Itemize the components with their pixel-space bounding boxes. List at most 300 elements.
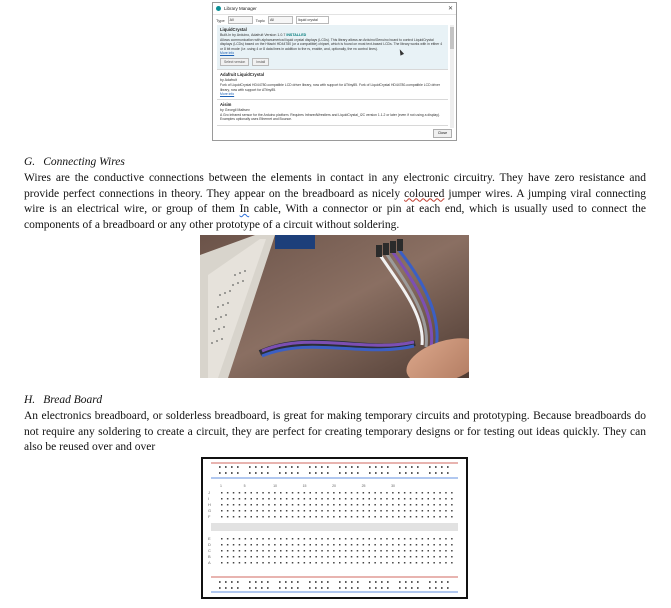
- terminal-hole: [404, 562, 406, 564]
- terminal-hole: [268, 556, 270, 558]
- terminal-hole: [428, 556, 430, 558]
- terminal-hole: [433, 492, 435, 494]
- terminal-hole: [327, 504, 329, 506]
- terminal-hole: [351, 544, 353, 546]
- terminal-hole: [451, 538, 453, 540]
- rail-hole: [249, 466, 251, 468]
- terminal-hole: [363, 538, 365, 540]
- terminal-hole: [439, 544, 441, 546]
- topic-label: Topic: [255, 17, 266, 23]
- rail-hole: [327, 587, 329, 589]
- terminal-hole: [422, 516, 424, 518]
- terminal-hole: [410, 556, 412, 558]
- terminal-hole: [310, 516, 312, 518]
- terminal-hole: [380, 556, 382, 558]
- row-letter: E: [208, 536, 211, 541]
- rail-hole: [279, 581, 281, 583]
- terminal-hole: [298, 556, 300, 558]
- rail-hole: [267, 466, 269, 468]
- close-icon[interactable]: ✕: [447, 6, 453, 12]
- terminal-hole: [398, 544, 400, 546]
- library-name: Adafruit LiquidCrystal: [220, 72, 264, 78]
- column-number: 1: [220, 484, 222, 488]
- list-item[interactable]: [217, 100, 448, 126]
- rail-hole: [375, 587, 377, 589]
- terminal-hole: [315, 498, 317, 500]
- terminal-hole: [310, 556, 312, 558]
- terminal-hole: [239, 550, 241, 552]
- terminal-hole: [268, 562, 270, 564]
- terminal-hole: [256, 498, 258, 500]
- terminal-hole: [369, 492, 371, 494]
- terminal-hole: [386, 498, 388, 500]
- jumper-wires-photo: [200, 235, 469, 378]
- row-letter: F: [208, 514, 211, 519]
- terminal-hole: [439, 504, 441, 506]
- install-button[interactable]: Install: [252, 58, 269, 66]
- terminal-hole: [315, 550, 317, 552]
- column-number: 15: [302, 484, 307, 488]
- rail-hole: [339, 466, 341, 468]
- terminal-hole: [286, 562, 288, 564]
- list-scrollbar[interactable]: [450, 25, 454, 128]
- terminal-hole: [428, 550, 430, 552]
- terminal-hole: [239, 498, 241, 500]
- terminal-hole: [445, 556, 447, 558]
- terminal-hole: [345, 516, 347, 518]
- rail-hole: [345, 581, 347, 583]
- terminal-hole: [428, 498, 430, 500]
- terminal-hole: [310, 538, 312, 540]
- terminal-hole: [233, 562, 235, 564]
- terminal-hole: [386, 538, 388, 540]
- terminal-hole: [333, 492, 335, 494]
- terminal-hole: [374, 556, 376, 558]
- terminal-hole: [310, 550, 312, 552]
- terminal-hole: [245, 510, 247, 512]
- rail-hole: [327, 581, 329, 583]
- terminal-hole: [321, 544, 323, 546]
- rail-hole: [405, 587, 407, 589]
- rail-hole: [285, 587, 287, 589]
- rail-hole: [231, 472, 233, 474]
- terminal-hole: [327, 538, 329, 540]
- rail-hole: [291, 466, 293, 468]
- terminal-hole: [398, 492, 400, 494]
- terminal-hole: [315, 510, 317, 512]
- terminal-hole: [256, 516, 258, 518]
- terminal-hole: [422, 498, 424, 500]
- list-item[interactable]: [217, 25, 448, 70]
- terminal-hole: [256, 556, 258, 558]
- rail-hole: [387, 581, 389, 583]
- terminal-hole: [439, 510, 441, 512]
- terminal-hole: [451, 492, 453, 494]
- terminal-hole: [386, 516, 388, 518]
- terminal-hole: [256, 544, 258, 546]
- terminal-hole: [227, 504, 229, 506]
- rail-hole: [399, 581, 401, 583]
- terminal-hole: [333, 544, 335, 546]
- rail-hole: [345, 472, 347, 474]
- center-channel: [211, 523, 458, 531]
- terminal-hole: [256, 538, 258, 540]
- terminal-hole: [357, 562, 359, 564]
- rail-hole: [429, 581, 431, 583]
- terminal-hole: [380, 498, 382, 500]
- terminal-hole: [433, 510, 435, 512]
- terminal-hole: [345, 510, 347, 512]
- terminal-hole: [262, 498, 264, 500]
- terminal-hole: [422, 492, 424, 494]
- more-info-link[interactable]: More info: [220, 92, 235, 97]
- terminal-hole: [221, 510, 223, 512]
- terminal-hole: [363, 510, 365, 512]
- terminal-hole: [392, 516, 394, 518]
- terminal-hole: [351, 504, 353, 506]
- terminal-hole: [315, 562, 317, 564]
- library-author: by Georgii Maltsev: [220, 108, 250, 113]
- terminal-hole: [339, 516, 341, 518]
- terminal-hole: [304, 516, 306, 518]
- rail-hole: [411, 472, 413, 474]
- rail-hole: [411, 466, 413, 468]
- terminal-hole: [410, 492, 412, 494]
- terminal-hole: [286, 510, 288, 512]
- terminal-hole: [239, 544, 241, 546]
- terminal-hole: [321, 550, 323, 552]
- rail-hole: [285, 466, 287, 468]
- terminal-hole: [292, 498, 294, 500]
- terminal-hole: [386, 550, 388, 552]
- terminal-hole: [345, 556, 347, 558]
- rail-hole: [237, 587, 239, 589]
- terminal-hole: [380, 492, 382, 494]
- terminal-hole: [445, 492, 447, 494]
- terminal-hole: [221, 556, 223, 558]
- terminal-hole: [298, 550, 300, 552]
- terminal-hole: [439, 562, 441, 564]
- terminal-hole: [369, 538, 371, 540]
- terminal-hole: [451, 498, 453, 500]
- library-author: Built-In by Arduino, Adafruit Version 1.0.7 INSTALLED: [220, 33, 307, 37]
- terminal-hole: [451, 556, 453, 558]
- terminal-hole: [286, 504, 288, 506]
- terminal-hole: [333, 498, 335, 500]
- terminal-hole: [221, 544, 223, 546]
- rail-hole: [399, 587, 401, 589]
- topic-select[interactable]: All: [268, 16, 293, 24]
- terminal-hole: [286, 538, 288, 540]
- terminal-hole: [398, 562, 400, 564]
- terminal-hole: [233, 544, 235, 546]
- type-select[interactable]: All: [228, 16, 253, 24]
- rail-hole: [297, 466, 299, 468]
- rail-hole: [327, 466, 329, 468]
- terminal-hole: [327, 510, 329, 512]
- rail-hole: [339, 472, 341, 474]
- rail-hole: [219, 587, 221, 589]
- terminal-hole: [304, 492, 306, 494]
- rail-hole: [375, 472, 377, 474]
- rail-hole: [267, 472, 269, 474]
- breadboard-illustration: [201, 457, 468, 599]
- rail-hole: [249, 581, 251, 583]
- rail-hole: [387, 472, 389, 474]
- terminal-hole: [221, 550, 223, 552]
- terminal-hole: [439, 550, 441, 552]
- terminal-hole: [374, 562, 376, 564]
- terminal-hole: [245, 550, 247, 552]
- terminal-hole: [268, 510, 270, 512]
- terminal-hole: [363, 504, 365, 506]
- terminal-hole: [251, 498, 253, 500]
- terminal-hole: [333, 550, 335, 552]
- terminal-hole: [386, 556, 388, 558]
- terminal-hole: [410, 544, 412, 546]
- terminal-hole: [233, 498, 235, 500]
- terminal-hole: [227, 556, 229, 558]
- terminal-hole: [333, 510, 335, 512]
- rail-hole: [447, 472, 449, 474]
- terminal-hole: [304, 556, 306, 558]
- terminal-hole: [256, 510, 258, 512]
- terminal-hole: [262, 556, 264, 558]
- rail-hole: [309, 466, 311, 468]
- terminal-hole: [363, 492, 365, 494]
- terminal-hole: [292, 516, 294, 518]
- rail-hole: [291, 587, 293, 589]
- terminal-hole: [374, 492, 376, 494]
- terminal-hole: [404, 498, 406, 500]
- terminal-hole: [315, 492, 317, 494]
- terminal-hole: [392, 556, 394, 558]
- rail-hole: [225, 581, 227, 583]
- terminal-hole: [433, 550, 435, 552]
- terminal-hole: [245, 556, 247, 558]
- terminal-hole: [245, 516, 247, 518]
- rail-hole: [411, 587, 413, 589]
- terminal-hole: [369, 550, 371, 552]
- terminal-hole: [357, 498, 359, 500]
- terminal-hole: [227, 498, 229, 500]
- rail-hole: [339, 587, 341, 589]
- terminal-hole: [304, 550, 306, 552]
- rail-hole: [399, 466, 401, 468]
- terminal-hole: [404, 556, 406, 558]
- terminal-hole: [245, 504, 247, 506]
- terminal-hole: [292, 504, 294, 506]
- search-input[interactable]: liquid crystal: [296, 16, 329, 24]
- rail-hole: [321, 466, 323, 468]
- section-heading-connecting-wires: G. Connecting Wires: [24, 156, 125, 168]
- terminal-hole: [251, 550, 253, 552]
- terminal-hole: [227, 544, 229, 546]
- rail-hole: [219, 466, 221, 468]
- rail-hole: [279, 587, 281, 589]
- terminal-hole: [304, 504, 306, 506]
- terminal-hole: [357, 516, 359, 518]
- terminal-hole: [227, 538, 229, 540]
- terminal-hole: [233, 492, 235, 494]
- terminal-hole: [433, 562, 435, 564]
- terminal-hole: [268, 492, 270, 494]
- terminal-hole: [410, 550, 412, 552]
- terminal-hole: [333, 562, 335, 564]
- rail-hole: [351, 587, 353, 589]
- terminal-hole: [268, 538, 270, 540]
- terminal-hole: [357, 538, 359, 540]
- terminal-hole: [245, 538, 247, 540]
- rail-hole: [321, 587, 323, 589]
- terminal-hole: [274, 538, 276, 540]
- terminal-hole: [410, 510, 412, 512]
- terminal-hole: [416, 544, 418, 546]
- terminal-hole: [380, 562, 382, 564]
- terminal-hole: [262, 492, 264, 494]
- terminal-hole: [351, 562, 353, 564]
- terminal-hole: [374, 504, 376, 506]
- terminal-hole: [268, 504, 270, 506]
- terminal-hole: [321, 504, 323, 506]
- terminal-hole: [221, 538, 223, 540]
- terminal-hole: [262, 510, 264, 512]
- rail-hole: [435, 466, 437, 468]
- terminal-hole: [333, 538, 335, 540]
- terminal-hole: [292, 550, 294, 552]
- rail-hole: [297, 587, 299, 589]
- terminal-hole: [286, 516, 288, 518]
- terminal-hole: [428, 510, 430, 512]
- rail-hole: [339, 581, 341, 583]
- rail-hole: [399, 472, 401, 474]
- rail-hole: [249, 587, 251, 589]
- terminal-hole: [398, 556, 400, 558]
- window-titlebar: [213, 3, 456, 15]
- terminal-hole: [298, 544, 300, 546]
- terminal-hole: [345, 562, 347, 564]
- terminal-hole: [404, 550, 406, 552]
- rail-hole: [267, 587, 269, 589]
- terminal-hole: [310, 562, 312, 564]
- rail-hole: [255, 466, 257, 468]
- terminal-hole: [416, 562, 418, 564]
- rail-hole: [261, 472, 263, 474]
- terminal-hole: [251, 544, 253, 546]
- rail-hole: [387, 466, 389, 468]
- terminal-hole: [298, 498, 300, 500]
- rail-hole: [255, 472, 257, 474]
- terminal-hole: [410, 562, 412, 564]
- terminal-hole: [333, 556, 335, 558]
- terminal-hole: [422, 562, 424, 564]
- rail-hole: [447, 587, 449, 589]
- row-letter: G: [208, 508, 212, 513]
- rail-hole: [315, 581, 317, 583]
- column-number: 10: [273, 484, 278, 488]
- terminal-hole: [351, 498, 353, 500]
- terminal-hole: [351, 556, 353, 558]
- terminal-hole: [298, 492, 300, 494]
- more-info-link[interactable]: More info: [220, 51, 235, 56]
- terminal-hole: [416, 556, 418, 558]
- terminal-hole: [292, 556, 294, 558]
- terminal-hole: [227, 550, 229, 552]
- terminal-hole: [433, 498, 435, 500]
- terminal-hole: [386, 544, 388, 546]
- terminal-hole: [274, 544, 276, 546]
- terminal-hole: [298, 516, 300, 518]
- terminal-hole: [298, 510, 300, 512]
- rail-hole: [315, 472, 317, 474]
- terminal-hole: [274, 498, 276, 500]
- terminal-hole: [369, 504, 371, 506]
- terminal-hole: [262, 550, 264, 552]
- terminal-hole: [280, 538, 282, 540]
- rail-hole: [255, 581, 257, 583]
- rail-hole: [261, 466, 263, 468]
- terminal-hole: [451, 544, 453, 546]
- terminal-hole: [227, 516, 229, 518]
- terminal-hole: [439, 538, 441, 540]
- rail-hole: [351, 472, 353, 474]
- terminal-hole: [404, 504, 406, 506]
- terminal-hole: [339, 498, 341, 500]
- terminal-hole: [386, 492, 388, 494]
- terminal-hole: [315, 538, 317, 540]
- terminal-hole: [445, 498, 447, 500]
- rail-hole: [351, 581, 353, 583]
- row-letter: A: [208, 560, 211, 565]
- terminal-hole: [280, 562, 282, 564]
- rail-hole: [429, 587, 431, 589]
- terminal-hole: [380, 516, 382, 518]
- list-item[interactable]: [217, 70, 448, 100]
- terminal-hole: [369, 556, 371, 558]
- terminal-hole: [274, 516, 276, 518]
- terminal-hole: [451, 510, 453, 512]
- terminal-hole: [339, 504, 341, 506]
- terminal-hole: [369, 544, 371, 546]
- paragraph-bread-board: An electronics breadboard, or solderless breadboard, is great for making temporary circuits and prototyping. Because breadboards do not require any soldering to create a circuit, they are perfect for creating temporary designs or for testing out ideas quickly. They can also be reused over and over: [24, 410, 646, 454]
- terminal-hole: [280, 544, 282, 546]
- terminal-hole: [286, 492, 288, 494]
- terminal-hole: [274, 556, 276, 558]
- rail-hole: [345, 466, 347, 468]
- terminal-hole: [310, 498, 312, 500]
- terminal-hole: [351, 510, 353, 512]
- terminal-hole: [386, 562, 388, 564]
- terminal-hole: [392, 544, 394, 546]
- terminal-hole: [410, 498, 412, 500]
- terminal-hole: [439, 492, 441, 494]
- rail-hole: [417, 472, 419, 474]
- terminal-hole: [298, 504, 300, 506]
- terminal-hole: [292, 544, 294, 546]
- version-select[interactable]: Select version: [220, 58, 249, 66]
- rail-hole: [309, 472, 311, 474]
- rail-hole: [381, 466, 383, 468]
- terminal-hole: [268, 516, 270, 518]
- terminal-hole: [416, 498, 418, 500]
- terminal-hole: [286, 498, 288, 500]
- terminal-hole: [233, 516, 235, 518]
- terminal-hole: [404, 516, 406, 518]
- terminal-hole: [268, 544, 270, 546]
- terminal-hole: [280, 504, 282, 506]
- terminal-hole: [386, 504, 388, 506]
- close-button[interactable]: Close: [433, 129, 452, 138]
